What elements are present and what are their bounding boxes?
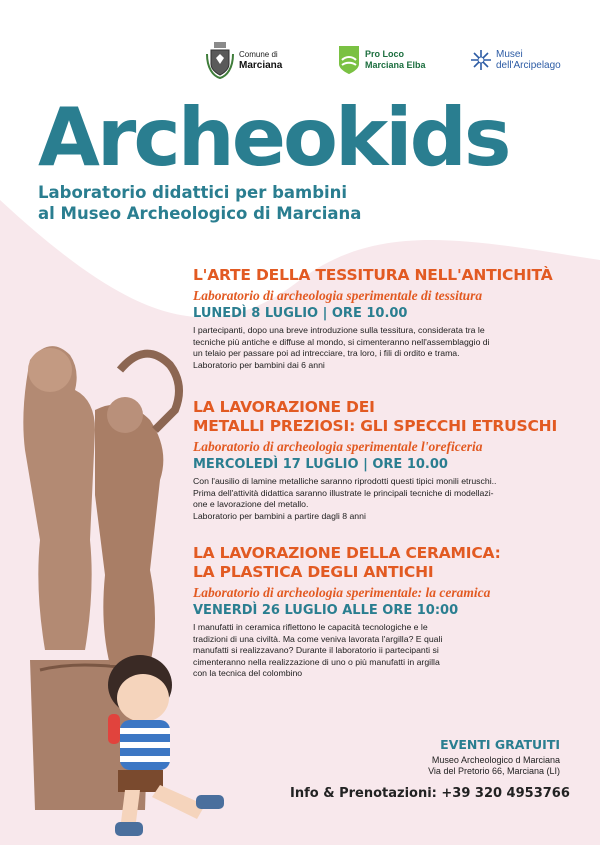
proloco-logo [337, 40, 426, 80]
address-line-2: Via del Pretorio 66, Marciana (LI) [428, 766, 560, 776]
event-section-3 [193, 544, 588, 680]
museum-address [428, 755, 560, 777]
event-section-2 [193, 398, 588, 522]
musei-label-1: Musei [496, 49, 523, 60]
event-description: I partecipanti, dopo una breve introduzione sulla tessitura, considerata tra le tecniche più antiche e diffuse al mondo, si cimenteranno nell'assemblaggio di un telaio per passare poi ad intrecciare, tra loro, i fili di ordito e trama. Laboratorio per bambini dai 6 anni [193, 325, 490, 370]
event-title: LA LAVORAZIONE DEI METALLI PREZIOSI: GLI SPECCHI ETRUSCHI [193, 398, 558, 435]
comune-logo [205, 40, 282, 80]
comune-label-small: Comune di [239, 50, 278, 59]
event-description: I manufatti in ceramica riflettono le capacità tecnologiche e le tradizioni di una civiltà. Ma come veniva lavorata l'argilla? E quali manufatti si realizzavano? Durante il laboratorio ii partecipanti si cimenteranno nella realizzazione di uno o più manufatti in argilla con la tecnica del colombino [193, 622, 443, 678]
poster-subtitle [38, 182, 361, 224]
event-date: LUNEDÌ 8 LUGLIO | ORE 10.00 [193, 306, 408, 321]
event-subtitle: Laboratorio di archeologia sperimentale l'oreficeria [193, 439, 483, 454]
proloco-label-2: Marciana Elba [365, 60, 426, 70]
musei-logo [470, 40, 561, 80]
subtitle-line-2: al Museo Archeologico di Marciana [38, 204, 362, 223]
info-contact: Info & Prenotazioni: +39 320 4953766 [290, 786, 570, 801]
poster-title: Archeokids [38, 91, 509, 184]
subtitle-line-1: Laboratorio didattici per bambini [38, 183, 348, 202]
event-subtitle: Laboratorio di archeologia sperimentale di tessitura [193, 288, 483, 303]
event-title: LA LAVORAZIONE DELLA CERAMICA: LA PLASTICA DEGLI ANTICHI [193, 544, 501, 581]
header-logos [205, 40, 575, 85]
event-subtitle: Laboratorio di archeologia sperimentale: la ceramica [193, 585, 491, 600]
event-section-1 [193, 266, 588, 371]
event-description: Con l'ausilio di lamine metalliche saranno riprodotti questi tipici monili etruschi.. Prima dell'attività didattica saranno illustrate le principali tecniche di modellazi- one e lavorazione del metallo. Laboratorio per bambini a partire dagli 8 anni [193, 476, 497, 521]
comune-label-name: Marciana [239, 60, 283, 71]
proloco-logo-icon [337, 44, 361, 76]
musei-label-2: dell'Arcipelago [496, 60, 561, 71]
proloco-label-1: Pro Loco [365, 49, 405, 59]
comune-crest-icon [205, 40, 235, 80]
musei-star-icon [470, 49, 492, 71]
event-date: VENERDÌ 26 LUGLIO ALLE ORE 10:00 [193, 603, 459, 618]
free-events-label: EVENTI GRATUITI [440, 737, 560, 752]
address-line-1: Museo Archeologico d Marciana [431, 755, 560, 765]
event-date: MERCOLEDÌ 17 LUGLIO | ORE 10.00 [193, 457, 448, 472]
event-title: L'ARTE DELLA TESSITURA NELL'ANTICHITÀ [193, 266, 553, 284]
